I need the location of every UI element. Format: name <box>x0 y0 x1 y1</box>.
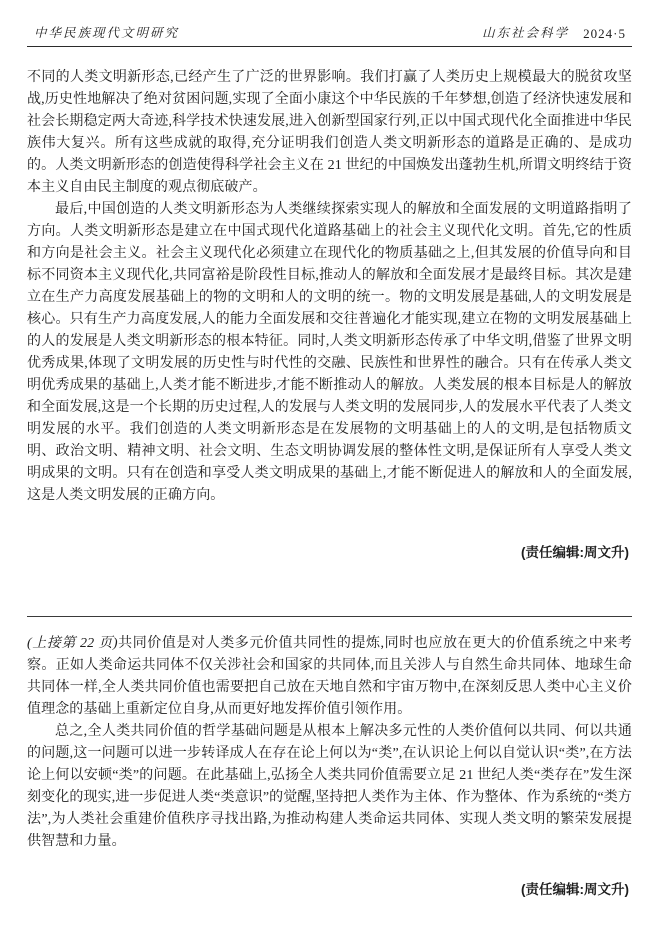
paragraph: 总之,全人类共同价值的哲学基础问题是从根本上解决多元性的人类价值何以共同、何以共通的问题,这一问题可以进一步转译成人在存在论上何以为“类”,在认识论上何以自觉认识“类”,在方法论上何以安顿“类”的问题。在此基础上,弘扬全人类共同价值需要立足 21 世纪人类“类存在”发生深刻变化的现实,进一步促进人类“类意识”的觉醒,坚持把人类作为主体、作为整体、作为系统的“类方法”,为人类社会重建价值秩序寻找出路,为推动构建人类命运共同体、实现人类文明的繁荣发展提供智慧和力量。 <box>27 724 632 849</box>
article-1 <box>27 67 632 564</box>
continuation-note: (上接第 22 页) <box>27 636 118 651</box>
column-title: 中华民族现代文明研究 <box>34 26 180 40</box>
paragraph <box>27 633 632 721</box>
paragraph-text: 共同价值是对人类多元价值共同性的提炼,同时也应放在更大的价值系统之中来考察。正如人类命运共同体不仅关涉社会和国家的共同体,而且关涉人与自然生命共同体、地球生命共同体一样,全人类共同价值也需要把自己放在天地自然和宇宙万物中,在深刻反思人类中心主义价值理念的基础上重新定位自身,从而更好地发挥价值引领作用。 <box>27 636 632 717</box>
header-rule <box>27 46 632 47</box>
journal-info <box>482 26 626 41</box>
editor-credit: (责任编辑:周文升) <box>521 545 629 560</box>
issue-number: 2024·5 <box>583 26 626 41</box>
paragraph: 不同的人类文明新形态,已经产生了广泛的世界影响。我们打赢了人类历史上规模最大的脱贫攻坚战,历史性地解决了绝对贫困问题,实现了全面小康这个中华民族的千年梦想,创造了经济快速发展和社会长期稳定两大奇迹,科学技术快速发展,进入创新型国家行列,正以中国式现代化全面推进中华民族伟大复兴。所有这些成就的取得,充分证明我们创造人类文明新形态的道路是正确的、是成功的。人类文明新形态的创造使得科学社会主义在 21 世纪的中国焕发出蓬勃生机,所谓文明终结于资本主义自由民主制度的观点彻底破产。 <box>27 70 632 195</box>
journal-name: 山东社会科学 <box>482 26 570 40</box>
article-2 <box>27 633 632 901</box>
page-header <box>27 26 632 41</box>
paragraph: 最后,中国创造的人类文明新形态为人类继续探索实现人的解放和全面发展的文明道路指明了方向。人类文明新形态是建立在中国式现代化道路基础上的社会主义现代化文明。首先,它的性质和方向是社会主义。社会主义现代化必须建立在现代化的物质基础之上,但其发展的价值导向和目标不同资本主义现代化,共同富裕是阶段性目标,推动人的解放和全面发展才是最终目标。其次是建立在生产力高度发展基础上的物的文明和人的文明的统一。物的文明发展是基础,人的文明发展是核心。只有生产力高度发展,人的能力全面发展和交往普遍化才能实现,建立在物的文明发展基础上的人的发展是人类文明新形态的根本特征。同时,人类文明新形态传承了中华文明,借鉴了世界文明优秀成果,体现了文明发展的历史性与时代性的交融、民族性和世界性的融合。只有在传承人类文明优秀成果的基础上,人类才能不断进步,才能不断推动人的解放。人类发展的根本目标是人的解放和全面发展,这是一个长期的历史过程,人的发展与人类文明的发展同步,人的发展水平代表了人类文明发展的水平。我们创造的人类文明新形态是在发展物的文明基础上的人的文明,是包括物质文明、政治文明、精神文明、社会文明、生态文明协调发展的整体性文明,是保证所有人享受人类文明成果的文明。只有在创造和享受人类文明成果的基础上,才能不断促进人的解放和人的全面发展,这是人类文明发展的正确方向。 <box>27 202 632 503</box>
section-divider <box>27 616 632 617</box>
editor-credit: (责任编辑:周文升) <box>521 882 629 897</box>
